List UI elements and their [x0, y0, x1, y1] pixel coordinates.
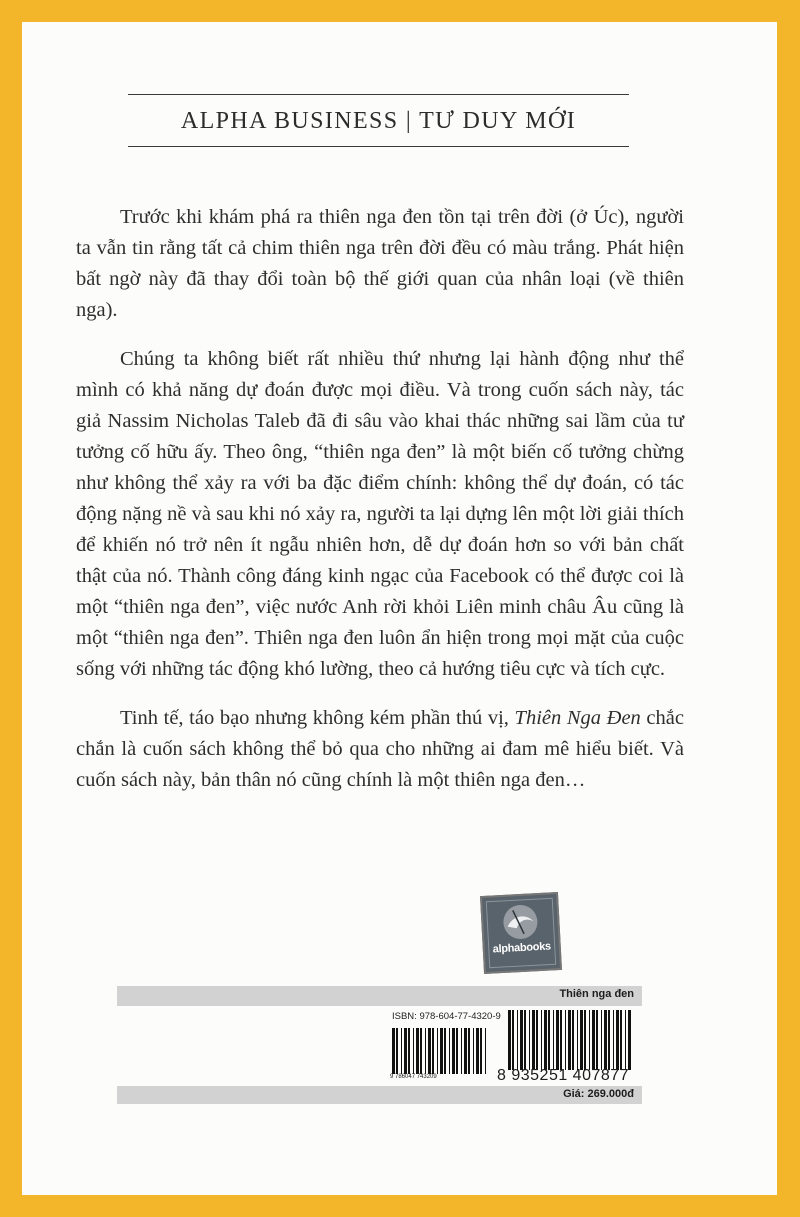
- barcode-stripe: [572, 1010, 574, 1070]
- barcode-stripe: [456, 1028, 458, 1074]
- barcode-stripe: [413, 1028, 414, 1074]
- barcode-stripe: [553, 1010, 554, 1070]
- barcode-stripe: [532, 1010, 535, 1070]
- series-title: ALPHA BUSINESS | TƯ DUY MỚI: [180, 108, 577, 134]
- barcode-stripe: [420, 1028, 422, 1074]
- barcode-stripe: [468, 1028, 470, 1074]
- description-text: Tinh tế, táo bạo nhưng không kém phần thú vị,: [120, 707, 515, 729]
- book-description: [76, 202, 684, 814]
- barcode-stripe: [464, 1028, 467, 1074]
- barcode-stripe: [440, 1028, 443, 1074]
- barcode-stripe: [520, 1010, 523, 1070]
- barcode-stripe: [544, 1010, 547, 1070]
- barcode-stripe: [452, 1028, 455, 1074]
- barcode-stripe: [601, 1010, 602, 1070]
- barcode-stripe: [620, 1010, 622, 1070]
- isbn-barcode-digits: 9 786047 743209: [390, 1074, 437, 1080]
- barcode-stripe: [536, 1010, 538, 1070]
- barcode-stripe: [556, 1010, 559, 1070]
- barcode-stripe: [476, 1028, 479, 1074]
- price-label: Giá: 269.000đ: [563, 1088, 634, 1100]
- barcode-stripe: [449, 1028, 450, 1074]
- barcode-stripe: [432, 1028, 434, 1074]
- barcode-stripe: [584, 1010, 586, 1070]
- publisher-name: alphabooks: [492, 940, 552, 956]
- barcode-stripe: [408, 1028, 410, 1074]
- barcode-stripe: [512, 1010, 514, 1070]
- description-paragraph: [76, 703, 684, 796]
- barcode-stripe: [580, 1010, 583, 1070]
- barcode-stripe: [401, 1028, 402, 1074]
- barcode-stripe: [604, 1010, 607, 1070]
- description-paragraph: Trước khi khám phá ra thiên nga đen tồn tại trên đời (ở Úc), người ta vẫn tin rằng tất cả chim thiên nga trên đời đều có màu trắng. Phát hiện bất ngờ này đã thay đổi toàn bộ thế giới quan của nhân loại (về thiên nga).: [76, 206, 684, 321]
- barcode-stripe: [444, 1028, 446, 1074]
- barcode-stripe: [404, 1028, 407, 1074]
- barcode-stripe: [568, 1010, 571, 1070]
- barcode-stripe: [625, 1010, 626, 1070]
- barcode-stripe: [529, 1010, 530, 1070]
- book-title-italic: Thiên Nga Đen: [514, 707, 641, 729]
- barcode-stripe: [608, 1010, 610, 1070]
- sticker-title-bar: [117, 986, 642, 1006]
- barcode-stripe: [613, 1010, 614, 1070]
- ean-barcode-digits: 8 935251 407877: [497, 1067, 630, 1084]
- barcode-stripe: [517, 1010, 518, 1070]
- description-paragraph: [76, 344, 684, 685]
- barcode-stripe: [396, 1028, 398, 1074]
- barcode-stripe: [480, 1028, 482, 1074]
- description-text: chắc chắn là cuốn sách không thể bỏ qua cho những ai đam mê hiểu biết. Và cuốn sách này, bản thân nó cũng chính là một thiên nga đen…: [76, 707, 684, 791]
- barcode-stripe: [541, 1010, 542, 1070]
- barcode-stripe: [416, 1028, 419, 1074]
- price-bar: [117, 1086, 642, 1104]
- ean-barcode: [506, 1010, 634, 1070]
- publisher-logo: [480, 892, 562, 974]
- barcode-stripe: [560, 1010, 562, 1070]
- barcode-stripe: [473, 1028, 474, 1074]
- sticker-book-title: Thiên nga đen: [559, 988, 634, 1000]
- barcode-stripe: [524, 1010, 526, 1070]
- swan-emblem-icon: [482, 894, 560, 972]
- barcode-stripe: [392, 1028, 395, 1074]
- barcode-stripe: [628, 1010, 631, 1070]
- barcode-stripe: [592, 1010, 595, 1070]
- barcode-stripe: [589, 1010, 590, 1070]
- barcode-stripe: [616, 1010, 619, 1070]
- barcode-stripe: [461, 1028, 462, 1074]
- barcode-stripe: [437, 1028, 438, 1074]
- isbn-barcode: [390, 1028, 490, 1074]
- barcode-stripe: [508, 1010, 511, 1070]
- header-rule-top: [128, 94, 629, 95]
- barcode-stripe: [596, 1010, 598, 1070]
- barcode-stripe: [425, 1028, 426, 1074]
- description-text: Chúng ta không biết rất nhiều thứ nhưng lại hành động như thể mình có khả năng dự đoán được mọi điều. Và trong cuốn sách này, tác giả Nassim Nicholas Taleb đã đi sâu vào khai thác những sai lầm của tư tưởng cố hữu ấy. Theo ông, “thiên nga đen” là một biến cố tưởng chừng như không thể xảy ra với ba đặc điểm chính: không thể dự đoán, có tác động nặng nề và sau khi nó xảy ra, người ta lại dựng lên một lời giải thích để khiến nó trở nên ít ngẫu nhiên hơn, dễ dự đoán hơn so với bản chất thật của nó. Thành công đáng kinh ngạc của Facebook có thể được coi là một “thiên nga đen”, việc nước Anh rời khỏi Liên minh châu Âu cũng là một “thiên nga đen”. Thiên nga đen luôn ẩn hiện trong mọi mặt của cuộc sống với những tác động khó lường, theo cả hướng tiêu cực và tích cực.: [76, 348, 684, 680]
- barcode-stripe: [577, 1010, 578, 1070]
- header-rule-bottom: [128, 146, 629, 147]
- barcode-stripe: [485, 1028, 486, 1074]
- barcode-stripe: [565, 1010, 566, 1070]
- barcode-stripe: [548, 1010, 550, 1070]
- isbn-label: ISBN: 978-604-77-4320-9: [392, 1011, 501, 1022]
- barcode-stripe: [428, 1028, 431, 1074]
